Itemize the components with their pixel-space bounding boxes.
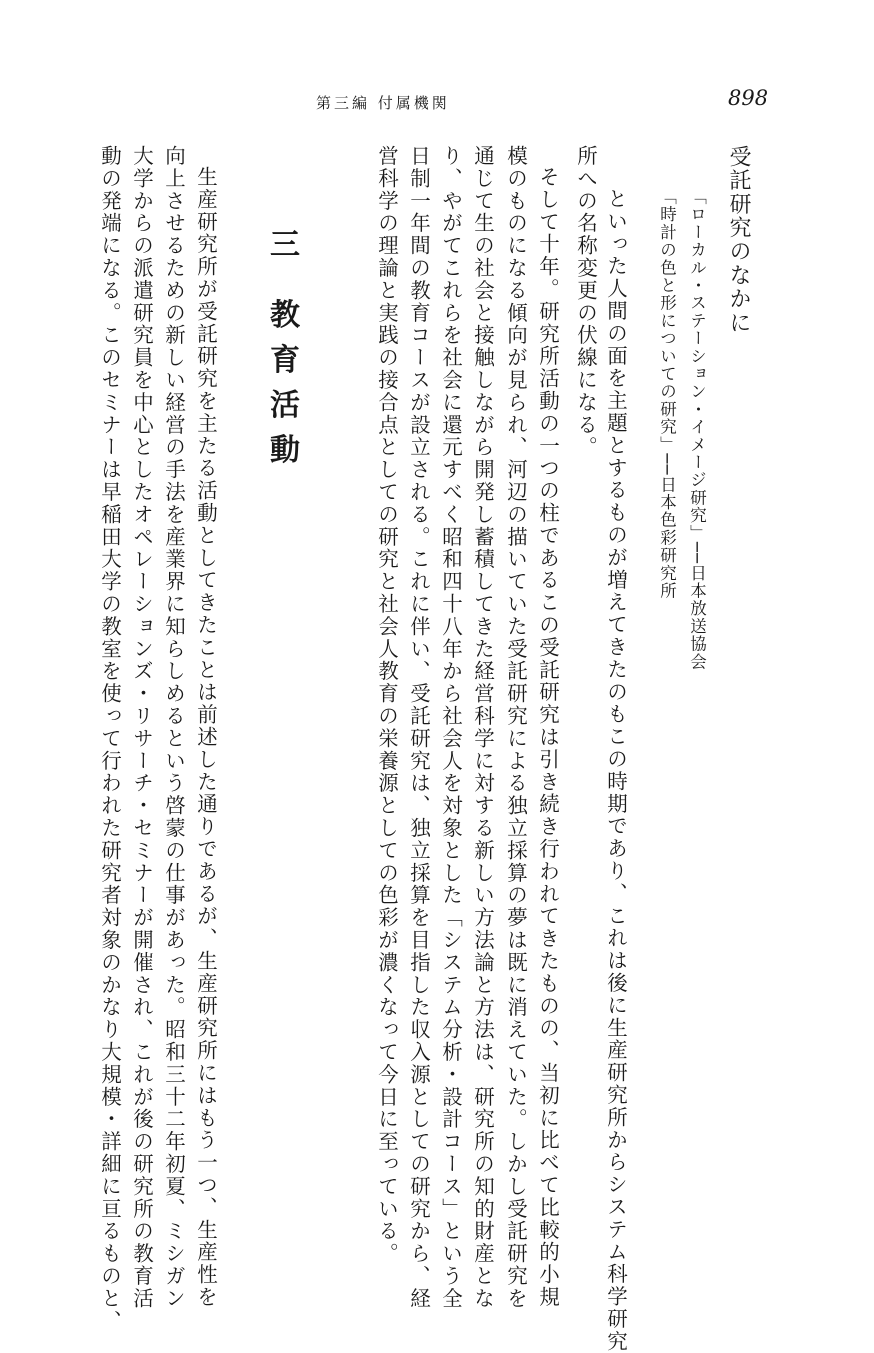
text-line: 動の発端になる。このセミナーは早稲田大学の教室を使って行われた研究者対象のかなり大規模・詳細に亘るものと、 — [97, 145, 122, 1333]
subsection-title: 受託研究のなかに — [726, 145, 751, 335]
text-line: 営科学の理論と実践の接合点としての研究と社会人教育の栄養源としての色彩が濃くなって今日に至っている。 — [374, 145, 399, 1265]
text-line: 大学からの派遣研究員を中心としたオペレーションズ・リサーチ・セミナーが開催され、これが後の研究所の教育活 — [129, 145, 154, 1310]
text-line: 生産研究所が受託研究を主たる活動としてきたことは前述した通りであるが、生産研究所にはもう一つ、生産性を — [193, 166, 218, 1309]
text-line: り、やがてこれらを社会に還元すべく昭和四十八年から社会人を対象とした「システム分析・設計コース」という全 — [438, 145, 463, 1310]
example-line: 「時計の色と形についての研究」──日本色彩研究所 — [657, 188, 677, 600]
example-line: 「ローカル・ステーション・イメージ研究」──日本放送協会 — [687, 188, 707, 671]
section-heading: 三 教育活動 — [264, 228, 299, 479]
text-line: 通じて生の社会と接触しながら開発し蓄積してきた経営科学に対する新しい方法論と方法は、研究所の知的財産とな — [470, 145, 495, 1310]
text-line: 日制一年間の教育コースが設立される。これに伴い、受託研究は、独立採算を目指した収入源としての研究から、経 — [406, 145, 431, 1310]
text-line: 所への名称変更の伏線になる。 — [573, 145, 598, 459]
running-header: 第三編 付属機関 — [316, 94, 450, 112]
page-number: 898 — [728, 86, 769, 110]
text-line: 模のものになる傾向が見られ、河辺の描いていた受託研究による独立採算の夢は既に消えていた。しかし受託研究を — [503, 145, 528, 1310]
text-line: そして十年。研究所活動の一つの柱であるこの受託研究は引き続き行われてきたものの、当初に比べて比較的小規 — [535, 166, 560, 1309]
text-line: 向上させるための新しい経営の手法を産業界に知らしめるという啓蒙の仕事があった。昭和三十二年初夏、ミシガン — [161, 145, 186, 1310]
text-line: といった人間の面を主題とするものが増えてきたのもこの時期であり、これは後に生産研究所からシステム科学研究 — [603, 188, 628, 1353]
